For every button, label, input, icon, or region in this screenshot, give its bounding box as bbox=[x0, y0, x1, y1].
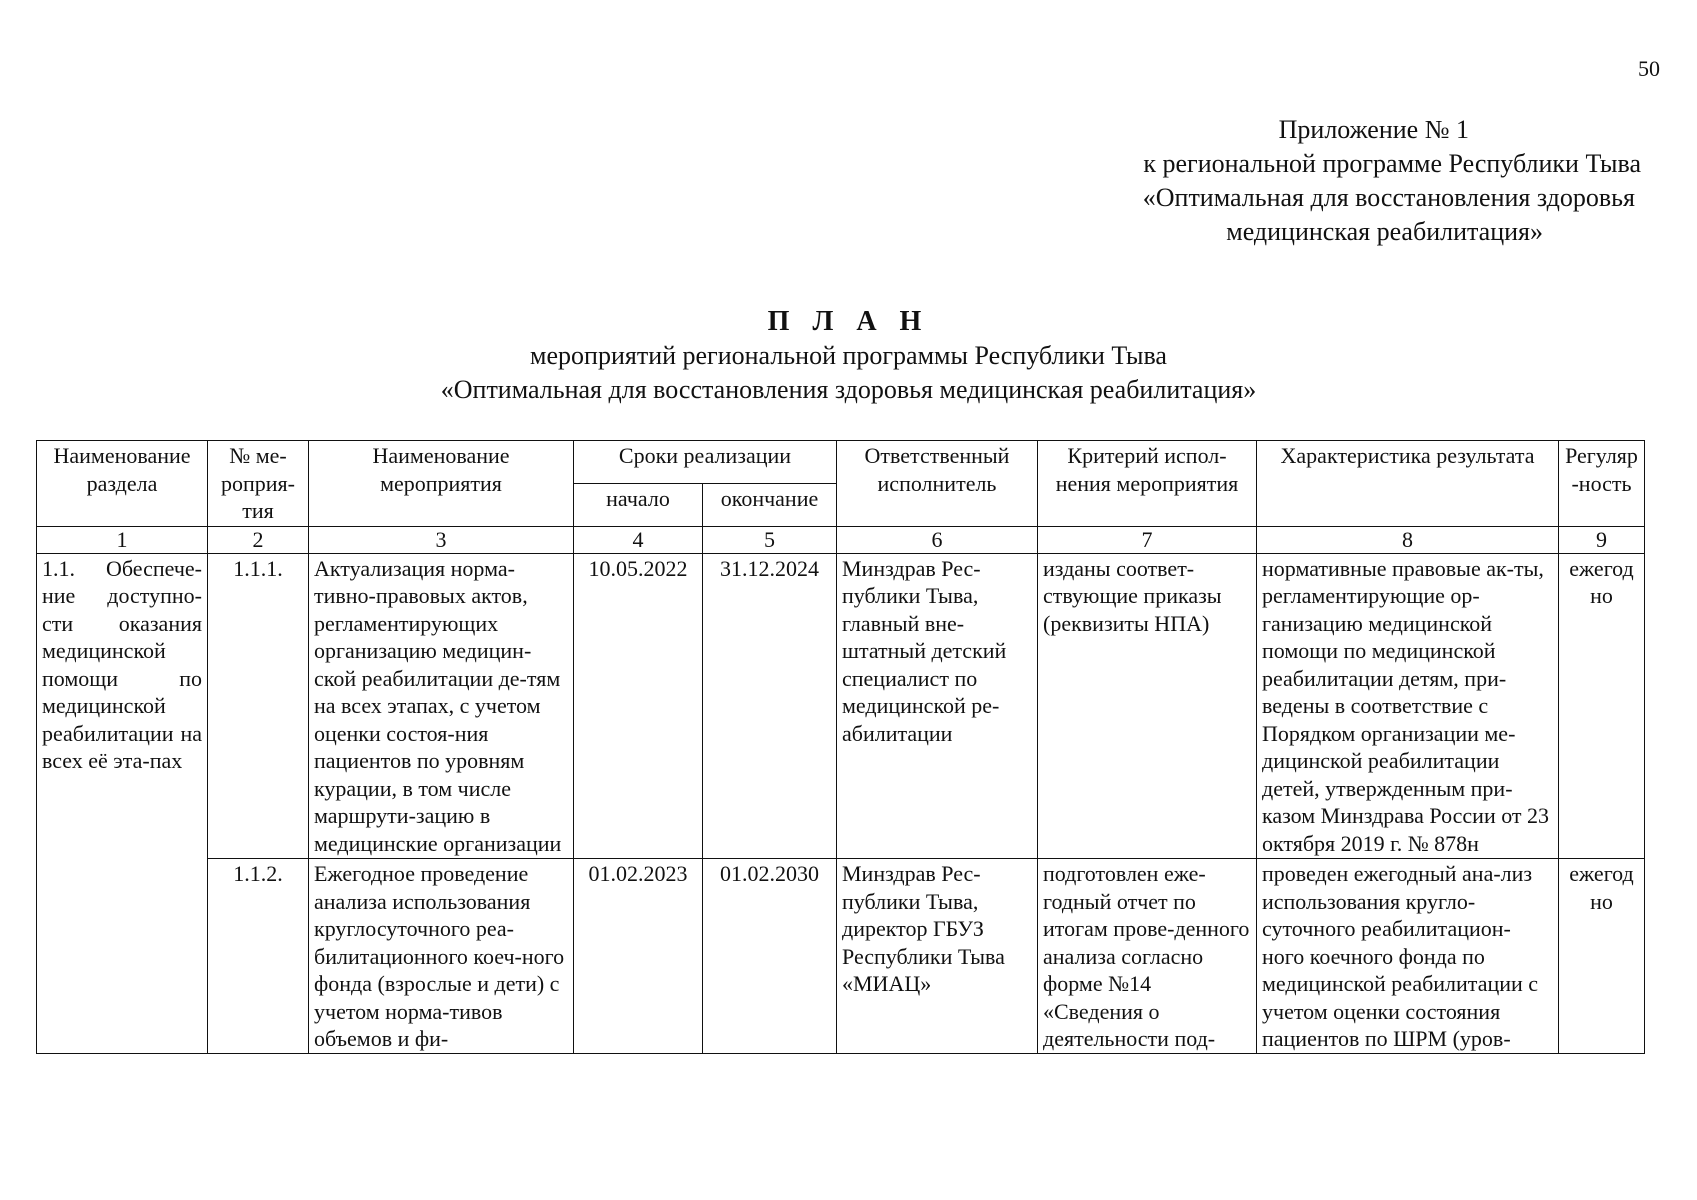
regularity-cell: ежегодно bbox=[1559, 553, 1645, 859]
table-row bbox=[37, 859, 1645, 1054]
column-number: 4 bbox=[574, 526, 703, 553]
regularity-text: ежегодно bbox=[1569, 861, 1634, 914]
header-section: Наименование раздела bbox=[37, 441, 208, 527]
row-number-cell bbox=[208, 859, 309, 1054]
page-number: 50 bbox=[1638, 56, 1660, 81]
plan-subtitle-2: «Оптимальная для восстановления здоровья медицинская реабилитация» bbox=[440, 375, 1257, 404]
column-number: 8 bbox=[1257, 526, 1559, 553]
header-name: Наименование мероприятия bbox=[309, 441, 574, 527]
column-number: 7 bbox=[1038, 526, 1257, 553]
column-number: 6 bbox=[837, 526, 1038, 553]
column-number: 3 bbox=[309, 526, 574, 553]
start-date-cell bbox=[574, 859, 703, 1054]
table-row bbox=[37, 553, 1645, 859]
column-number: 5 bbox=[703, 526, 837, 553]
header-terms: Сроки реализации bbox=[574, 441, 837, 484]
regularity-cell bbox=[1559, 859, 1645, 1054]
criterion-text: подготовлен еже-годный отчет по итогам прове-денного анализа согласно форме №14 «Сведения о деятельности под- bbox=[1043, 861, 1250, 1051]
end-date-cell bbox=[703, 859, 837, 1054]
header-end: окончание bbox=[703, 483, 837, 526]
column-number: 1 bbox=[37, 526, 208, 553]
row-number-cell: 1.1.1. bbox=[208, 553, 309, 859]
start-date-text: 01.02.2023 bbox=[588, 861, 688, 886]
header-criterion: Критерий испол-нения мероприятия bbox=[1038, 441, 1257, 527]
criterion-cell bbox=[1038, 859, 1257, 1054]
measure-name-cell bbox=[309, 859, 574, 1054]
row-number-text: 1.1.2. bbox=[233, 861, 283, 886]
appendix-line-3: «Оптимальная для восстановления здоровья bbox=[1142, 183, 1635, 212]
section-name-cell: 1.1. Обеспече-ние доступно-сти оказания медицинской помощи по медицинской реабилитации на всех её эта-пах bbox=[37, 553, 208, 1054]
start-date-cell: 10.05.2022 bbox=[574, 553, 703, 859]
appendix-line-4: медицинская реабилитация» bbox=[1226, 217, 1543, 246]
end-date-cell: 31.12.2024 bbox=[703, 553, 837, 859]
responsible-text: Минздрав Рес-публики Тыва, директор ГБУЗ Республики Тыва «МИАЦ» bbox=[842, 861, 1005, 996]
header-responsible: Ответственный исполнитель bbox=[837, 441, 1038, 527]
result-cell bbox=[1257, 859, 1559, 1054]
header-start: начало bbox=[574, 483, 703, 526]
result-cell: нормативные правовые ак-ты, регламентирующие ор-ганизацию медицинской помощи по медицинской реабилитации детям, при-ведены в соответствие с Порядком организации ме-дицинской реабилитации детей, утвержденным при-казом Минздрава России от 23 октября 2019 г. № 878н bbox=[1257, 553, 1559, 859]
column-number: 2 bbox=[208, 526, 309, 553]
plan-table bbox=[36, 440, 1645, 1054]
responsible-cell: Минздрав Рес-публики Тыва, главный вне-штатный детский специалист по медицинской ре-абилитации bbox=[837, 553, 1038, 859]
measure-name-cell: Актуализация норма-тивно-правовых актов, регламентирующих организацию медицин-ской реабилитации де-тям на всех этапах, с учетом оценки состоя-ния пациентов по уровням курации, в том числе маршрути-зацию в медицинские организации bbox=[309, 553, 574, 859]
measure-name-text: Ежегодное проведение анализа использования круглосуточного реа-билитационного коеч-ного фонда (взрослые и дети) с учетом норма-тивов объемов и фи- bbox=[314, 861, 565, 1051]
responsible-cell bbox=[837, 859, 1038, 1054]
appendix-line-2: к региональной программе Республики Тыва bbox=[1143, 149, 1641, 178]
appendix-line-1: Приложение № 1 bbox=[1278, 115, 1469, 144]
header-number: № ме-роприя-тия bbox=[208, 441, 309, 527]
plan-subtitle-1: мероприятий региональной программы Республики Тыва bbox=[530, 341, 1167, 370]
column-number-row bbox=[37, 526, 1645, 553]
header-regularity: Регуляр-ность bbox=[1559, 441, 1645, 527]
appendix-header bbox=[1021, 113, 1641, 249]
column-number: 9 bbox=[1559, 526, 1645, 553]
result-text: проведен ежегодный ана-лиз использования кругло-суточного реабилитацион-ного коечного фонда по медицинской реабилитации с учетом оценки состояния пациентов по ШРМ (уров- bbox=[1262, 861, 1539, 1051]
plan-title: П Л А Н bbox=[767, 306, 930, 337]
header-result: Характеристика результата bbox=[1257, 441, 1559, 527]
criterion-cell: изданы соответ-ствующие приказы (реквизиты НПА) bbox=[1038, 553, 1257, 859]
end-date-text: 01.02.2030 bbox=[720, 861, 819, 886]
